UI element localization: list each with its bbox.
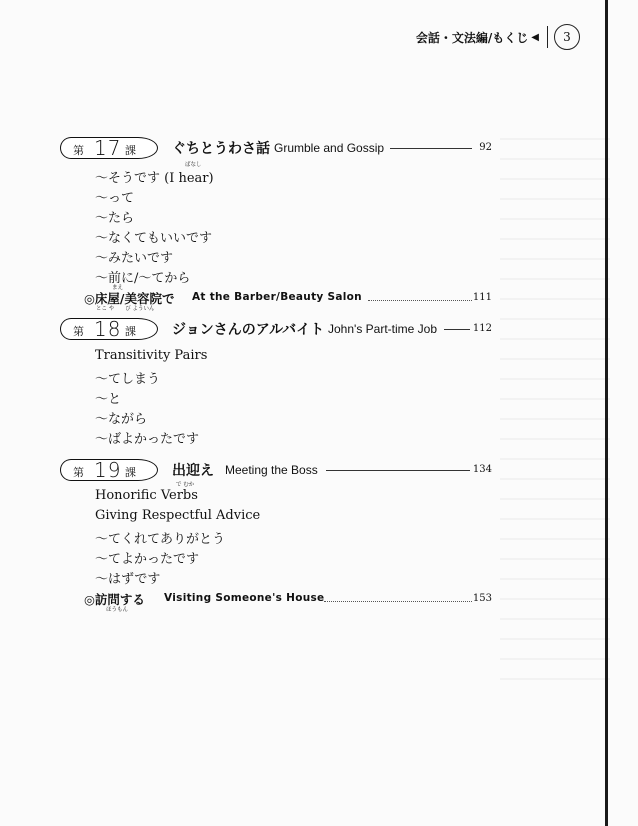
grammar-item[interactable]: 〜たら [95, 211, 135, 226]
grammar-item[interactable]: 〜みたいです [95, 251, 174, 266]
lesson-19-heading[interactable] [60, 459, 492, 481]
grammar-item[interactable]: 〜てくれてありがとう [95, 532, 226, 547]
culture-page: 153 [472, 593, 492, 604]
culture-title-jp: ◎訪問する [84, 592, 145, 607]
lesson-prefix: 第 [73, 325, 84, 338]
lesson-title-jp: 出迎え [172, 463, 214, 479]
lesson-page: 134 [472, 464, 492, 475]
dotted-leader [368, 300, 472, 301]
grammar-item[interactable]: Giving Respectful Advice [95, 508, 261, 523]
lesson-title-en: Grumble and Gossip [274, 141, 385, 155]
grammar-item[interactable]: 〜ながら [95, 412, 148, 427]
lesson-title-en: John's Part-time Job [328, 322, 438, 336]
grammar-item[interactable]: 〜はずです [95, 572, 161, 587]
lesson-badge [60, 137, 158, 159]
grammar-item[interactable]: 〜なくてもいいです [95, 231, 213, 246]
ruby-text: とこ や び よういん [96, 306, 155, 312]
page-number: 3 [554, 24, 580, 50]
page-edge-line [605, 0, 608, 826]
header-divider [547, 26, 548, 48]
leader-line [390, 148, 472, 149]
grammar-item[interactable]: 〜てしまう [95, 372, 161, 387]
lesson-prefix: 第 [73, 466, 84, 479]
lesson-suffix: 課 [125, 466, 136, 479]
lesson-page: 92 [479, 142, 492, 153]
lesson-title-jp: ジョンさんのアルバイト [172, 322, 325, 338]
running-header [416, 24, 580, 50]
lesson-suffix: 課 [125, 325, 136, 338]
lesson-page: 112 [472, 323, 492, 334]
lesson-title-en: Meeting the Boss [225, 463, 318, 477]
grammar-item[interactable]: Honorific Verbs [95, 488, 198, 503]
lesson-number: 17 [94, 136, 122, 160]
show-through-shadow [500, 120, 610, 680]
culture-page: 111 [472, 292, 492, 303]
grammar-item[interactable]: 〜そうです (I hear) [95, 171, 214, 186]
lesson-17-heading[interactable] [60, 137, 492, 159]
grammar-item[interactable]: 〜ばよかったです [95, 432, 200, 447]
grammar-item[interactable]: Transitivity Pairs [95, 348, 208, 363]
lesson-title-jp: ぐちとうわさ話 [172, 141, 270, 157]
grammar-item[interactable]: 〜って [95, 191, 135, 206]
culture-note-visiting[interactable] [84, 590, 492, 610]
lesson-suffix: 課 [125, 144, 136, 157]
lesson-number: 18 [94, 317, 122, 341]
lesson-badge [60, 459, 158, 481]
culture-title-en: At the Barber/Beauty Salon [192, 291, 362, 303]
lesson-badge [60, 318, 158, 340]
ruby-text: で むか [176, 482, 195, 488]
grammar-item[interactable]: 〜前に/〜てから [95, 271, 191, 286]
leader-line [444, 329, 470, 330]
culture-title-jp: ◎床屋/美容院で [84, 291, 175, 306]
section-title: 会話・文法編/もくじ [415, 30, 529, 45]
grammar-item[interactable]: 〜てよかったです [95, 552, 200, 567]
lesson-number: 19 [94, 458, 122, 482]
grammar-item[interactable]: 〜と [95, 392, 122, 407]
culture-title-en: Visiting Someone's House [164, 592, 325, 604]
triangle-left-icon: ◀ [531, 31, 539, 43]
dotted-leader [324, 601, 472, 602]
lesson-prefix: 第 [73, 144, 84, 157]
ruby-text: ばなし [185, 162, 202, 168]
lesson-18-heading[interactable] [60, 318, 492, 340]
ruby-text: ほうもん [106, 607, 129, 613]
ruby-text: まえ [112, 285, 124, 291]
leader-line [326, 470, 470, 471]
